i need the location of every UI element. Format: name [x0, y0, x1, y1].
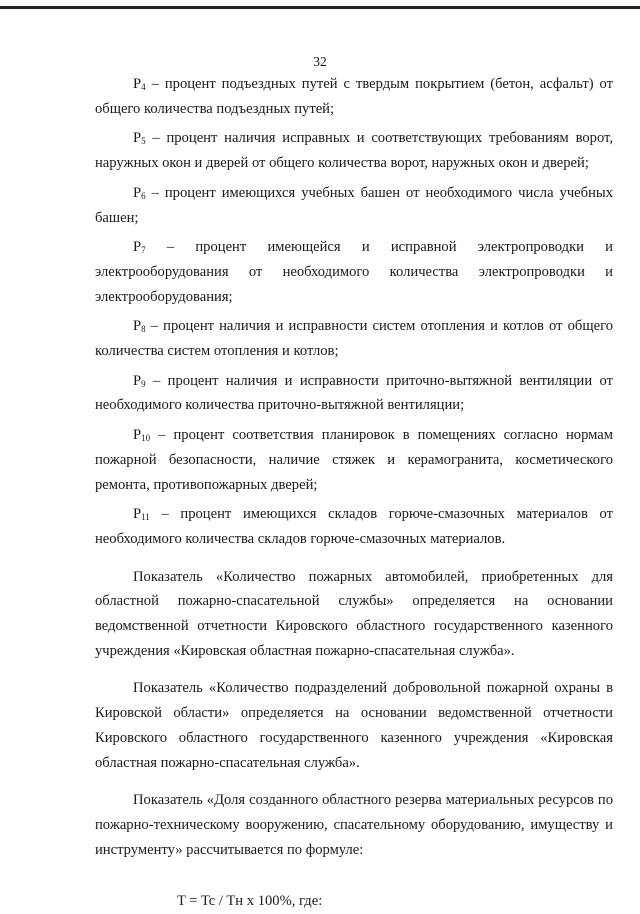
item-subscript: 6 — [141, 190, 146, 201]
item-text: – процент соответствия планировок в помещениях согласно нормам пожарной безопасности, наличие стяжек и керамогранита, косметического ремонта, противопожарных дверей; — [95, 427, 613, 493]
item-symbol: P — [133, 427, 142, 444]
item-text: – процент имеющейся и исправной электропроводки и электрооборудования от необходимого количества электропроводки и электрооборудования; — [95, 239, 613, 305]
item-subscript: 9 — [141, 378, 146, 389]
item-text: – процент подъездных путей с твердым покрытием (бетон, асфальт) от общего количества подъездных путей; — [95, 76, 613, 117]
paragraph: Показатель «Количество пожарных автомобилей, приобретенных для областной пожарно-спасательной службы» определяется на основании ведомственной отчетности Кировского областного государственного казенного учреждения «Кировская областная пожарно-спасательная служба». — [95, 568, 613, 659]
list-item — [95, 126, 613, 175]
list-item — [95, 72, 613, 121]
item-text: – процент наличия и исправности приточно-вытяжной вентиляции от необходимого количества приточно-вытяжной вентиляции; — [95, 372, 613, 414]
list-item — [95, 423, 613, 497]
paragraph: Показатель «Количество подразделений добровольной пожарной охраны в Кировской области» определяется на основании ведомственной отчетности Кировского областного государственного казенного учреждения «Кировская областная пожарно-спасательная служба». — [95, 680, 613, 771]
list-item — [95, 369, 613, 418]
item-text: – процент наличия и исправности систем отопления и котлов от общего количества систем отопления и котлов; — [95, 318, 613, 360]
item-symbol: P — [133, 130, 142, 147]
top-border-line — [0, 6, 640, 9]
item-subscript: 11 — [141, 512, 150, 523]
item-symbol: P — [133, 76, 142, 92]
formula: T = Tc / Tн x 100%, где: — [177, 893, 323, 910]
page-number: 32 — [313, 54, 327, 69]
item-subscript: 10 — [141, 433, 151, 444]
item-subscript: 8 — [141, 324, 146, 335]
item-symbol: P — [133, 239, 142, 256]
list-item — [95, 235, 613, 309]
item-symbol: P — [133, 318, 142, 335]
item-subscript: 5 — [141, 136, 146, 147]
item-symbol: P — [133, 372, 142, 389]
list-item — [95, 314, 613, 363]
item-subscript: 4 — [141, 82, 146, 92]
item-subscript: 7 — [141, 245, 146, 256]
item-symbol: P — [133, 506, 142, 523]
list-item — [95, 502, 613, 551]
paragraph: Показатель «Доля созданного областного резерва материальных ресурсов по пожарно-техническому вооружению, спасательному оборудованию, имуществу и инструменту» рассчитывается по формуле: — [95, 792, 613, 858]
list-item — [95, 181, 613, 230]
item-text: – процент имеющихся учебных башен от необходимого числа учебных башен; — [95, 184, 613, 226]
document-body — [95, 72, 613, 914]
item-text: – процент наличия исправных и соответствующих требованиям ворот, наружных окон и дверей от общего количества ворот, наружных окон и дверей; — [95, 130, 613, 172]
item-text: – процент имеющихся складов горюче-смазочных материалов от необходимого количества складов горюче-смазочных материалов. — [95, 506, 613, 547]
item-symbol: P — [133, 184, 142, 201]
